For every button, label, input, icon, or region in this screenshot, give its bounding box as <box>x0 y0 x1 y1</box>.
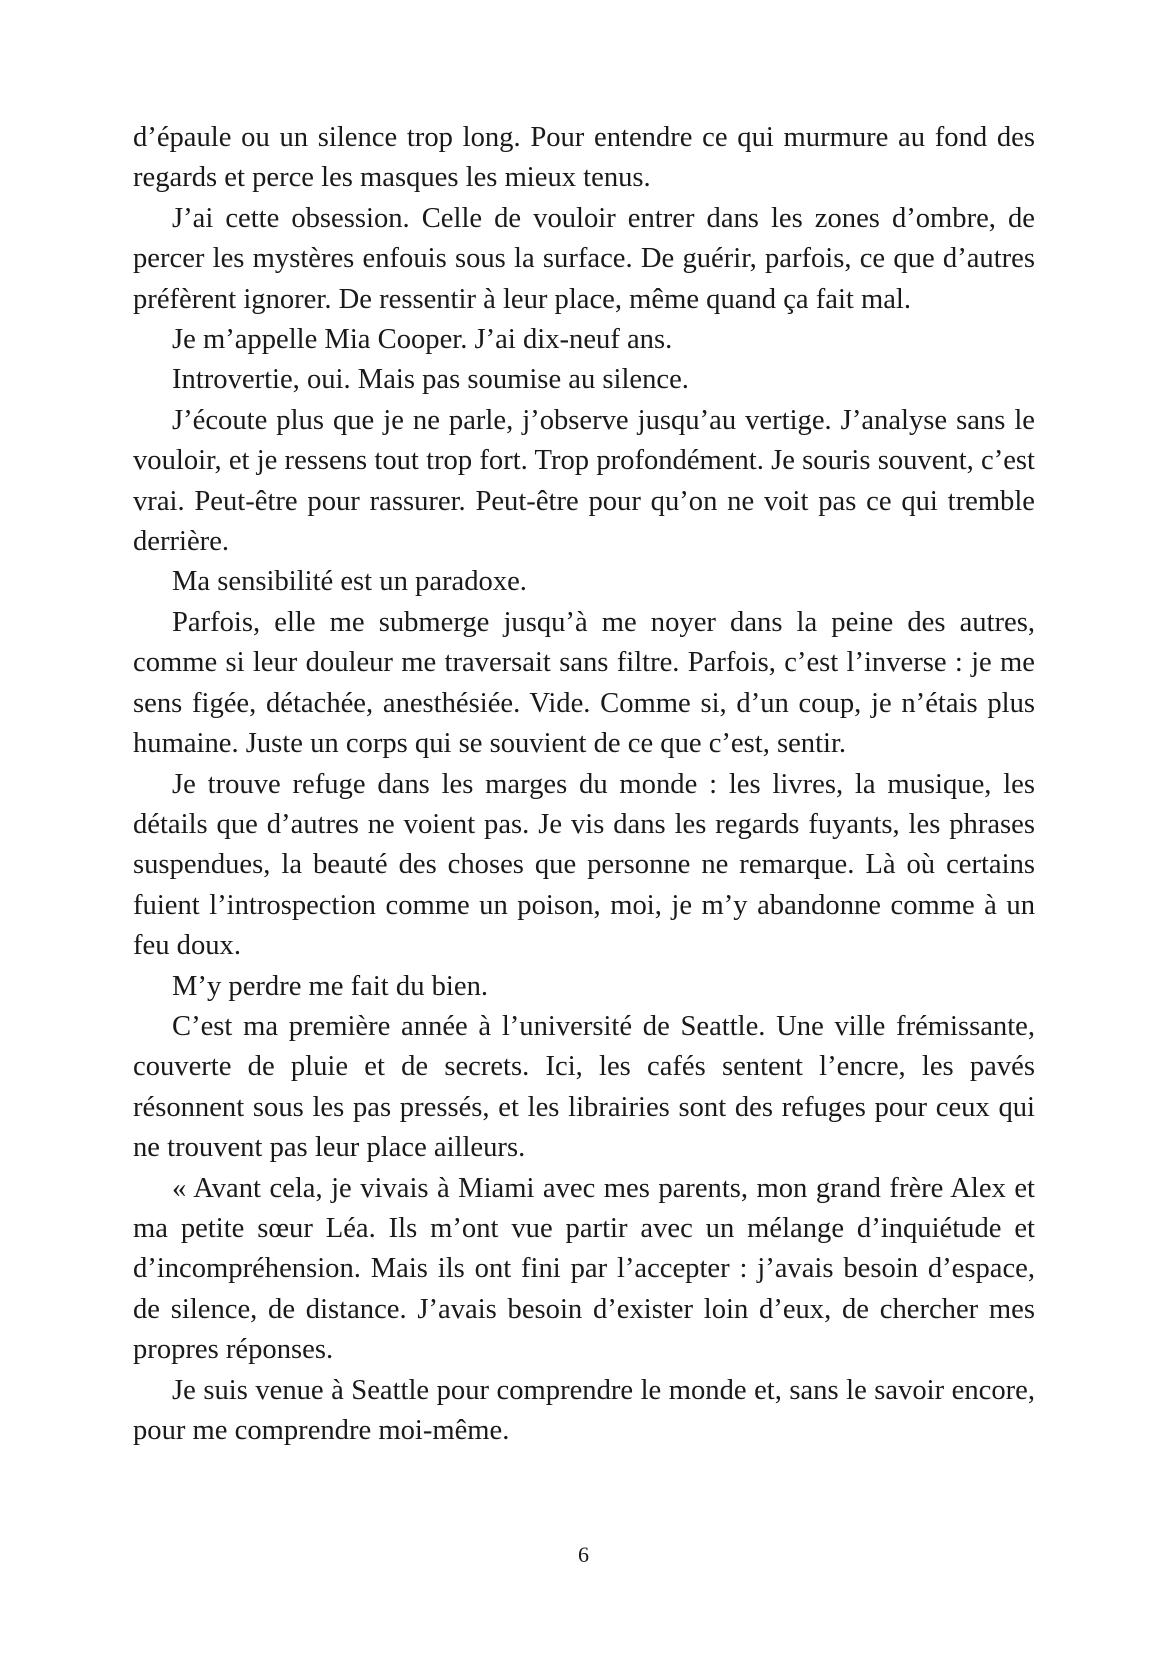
paragraph: Ma sensibilité est un paradoxe. <box>172 566 527 598</box>
paragraph: M’y perdre me fait du bien. <box>172 970 489 1002</box>
paragraph-continued: d’épaule ou un silence trop long. Pour entendre ce qui murmure au fond des regards et perce les masques les mieux tenus. <box>133 122 1035 194</box>
paragraph: C’est ma première année à l’université de Seattle. Une ville frémissante, couverte de pluie et de secrets. Ici, les cafés sentent l’encre, les pavés résonnent sous les pas pressés, et les librairies sont des refuges pour ceux qui ne trouvent pas leur place ailleurs. <box>133 1010 1035 1164</box>
page-number: 6 <box>578 1542 589 1567</box>
paragraph: J’ai cette obsession. Celle de vouloir entrer dans les zones d’ombre, de percer les mystères enfouis sous la surface. De guérir, parfois, ce que d’autres préfèrent ignorer. De ressentir à leur place, même quand ça fait mal. <box>133 202 1035 315</box>
paragraph: Introvertie, oui. Mais pas soumise au silence. <box>172 364 689 396</box>
paragraph: Je suis venue à Seattle pour comprendre le monde et, sans le savoir encore, pour me comprendre moi-même. <box>133 1374 1035 1446</box>
body-text <box>133 118 1035 1451</box>
paragraph: « Avant cela, je vivais à Miami avec mes parents, mon grand frère Alex et ma petite sœur Léa. Ils m’ont vue partir avec un mélange d’inquiétude et d’incompréhension. Mais ils ont fini par l’accepter : j’avais besoin d’espace, de silence, de distance. J’avais besoin d’exister loin d’eux, de chercher mes propres réponses. <box>133 1172 1035 1366</box>
paragraph: Je m’appelle Mia Cooper. J’ai dix-neuf ans. <box>172 324 673 356</box>
paragraph: J’écoute plus que je ne parle, j’observe jusqu’au vertige. J’analyse sans le vouloir, et je ressens tout trop fort. Trop profondément. Je souris souvent, c’est vrai. Peut-être pour rassurer. Peut-être pour qu’on ne voit pas ce qui tremble derrière. <box>133 404 1035 558</box>
paragraph: Parfois, elle me submerge jusqu’à me noyer dans la peine des autres, comme si leur douleur me traversait sans filtre. Parfois, c’est l’inverse : je me sens figée, détachée, anesthésiée. Vide. Comme si, d’un coup, je n’étais plus humaine. Juste un corps qui se souvient de ce que c’est, sentir. <box>133 606 1035 760</box>
paragraph: Je trouve refuge dans les marges du monde : les livres, la musique, les détails que d’autres ne voient pas. Je vis dans les regards fuyants, les phrases suspendues, la beauté des choses que personne ne remarque. Là où certains fuient l’introspection comme un poison, moi, je m’y abandonne comme à un feu doux. <box>133 768 1035 962</box>
